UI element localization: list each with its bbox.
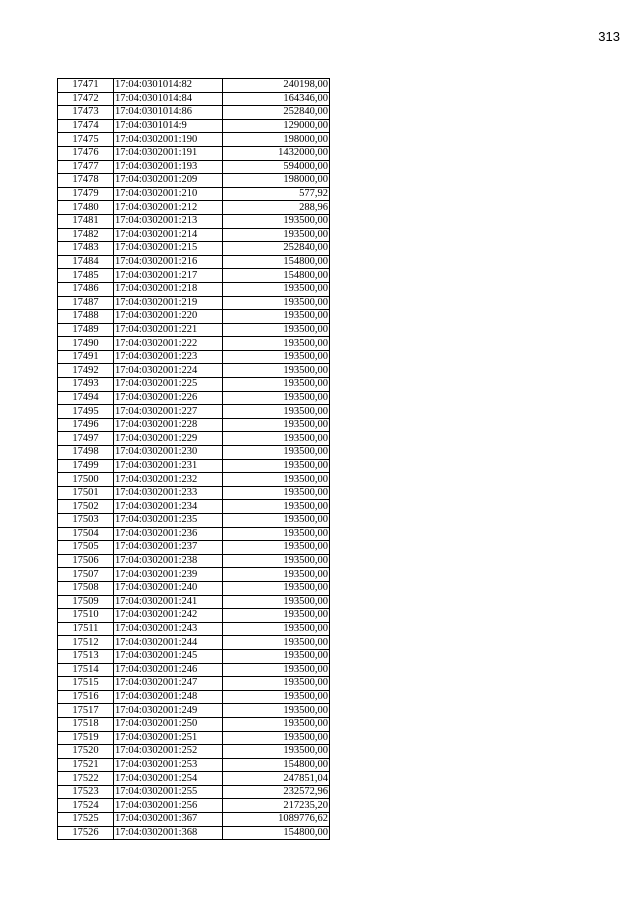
cadastral-value-cell: 217235,20 <box>223 799 330 813</box>
table-row <box>58 663 330 677</box>
cadastral-number-cell: 17:04:0302001:218 <box>114 282 223 296</box>
cadastral-number-cell: 17:04:0302001:243 <box>114 622 223 636</box>
cadastral-number-cell: 17:04:0302001:251 <box>114 731 223 745</box>
row-number-cell: 17504 <box>58 527 114 541</box>
cadastral-number-cell: 17:04:0302001:246 <box>114 663 223 677</box>
cadastral-value-cell: 193500,00 <box>223 609 330 623</box>
row-number-cell: 17483 <box>58 242 114 256</box>
cadastral-value-cell: 154800,00 <box>223 758 330 772</box>
row-number-cell: 17482 <box>58 228 114 242</box>
cadastral-value-cell: 252840,00 <box>223 106 330 120</box>
cadastral-number-cell: 17:04:0302001:252 <box>114 745 223 759</box>
page-number: 313 <box>598 29 620 44</box>
cadastral-number-cell: 17:04:0302001:228 <box>114 418 223 432</box>
row-number-cell: 17509 <box>58 595 114 609</box>
cadastral-number-cell: 17:04:0302001:213 <box>114 214 223 228</box>
cadastral-number-cell: 17:04:0301014:9 <box>114 119 223 133</box>
table-row <box>58 799 330 813</box>
cadastral-value-cell: 154800,00 <box>223 269 330 283</box>
table-row <box>58 826 330 840</box>
cadastral-value-cell: 193500,00 <box>223 214 330 228</box>
table-row <box>58 500 330 514</box>
row-number-cell: 17521 <box>58 758 114 772</box>
cadastral-value-cell: 193500,00 <box>223 418 330 432</box>
cadastral-number-cell: 17:04:0302001:226 <box>114 391 223 405</box>
cadastral-number-cell: 17:04:0302001:216 <box>114 255 223 269</box>
cadastral-value-cell: 129000,00 <box>223 119 330 133</box>
cadastral-number-cell: 17:04:0302001:220 <box>114 310 223 324</box>
row-number-cell: 17516 <box>58 690 114 704</box>
cadastral-value-cell: 193500,00 <box>223 405 330 419</box>
table-row <box>58 337 330 351</box>
row-number-cell: 17520 <box>58 745 114 759</box>
cadastral-value-cell: 240198,00 <box>223 79 330 93</box>
row-number-cell: 17471 <box>58 79 114 93</box>
cadastral-number-cell: 17:04:0302001:256 <box>114 799 223 813</box>
cadastral-number-cell: 17:04:0302001:191 <box>114 146 223 160</box>
row-number-cell: 17507 <box>58 568 114 582</box>
cadastral-value-cell: 252840,00 <box>223 242 330 256</box>
table-row <box>58 677 330 691</box>
cadastral-number-cell: 17:04:0302001:219 <box>114 296 223 310</box>
cadastral-value-cell: 193500,00 <box>223 622 330 636</box>
table-row <box>58 378 330 392</box>
row-number-cell: 17523 <box>58 785 114 799</box>
table-row <box>58 310 330 324</box>
table-row <box>58 119 330 133</box>
row-number-cell: 17492 <box>58 364 114 378</box>
cadastral-value-cell: 193500,00 <box>223 310 330 324</box>
cadastral-value-cell: 594000,00 <box>223 160 330 174</box>
table-row <box>58 364 330 378</box>
row-number-cell: 17477 <box>58 160 114 174</box>
row-number-cell: 17502 <box>58 500 114 514</box>
table-row <box>58 146 330 160</box>
row-number-cell: 17495 <box>58 405 114 419</box>
row-number-cell: 17481 <box>58 214 114 228</box>
cadastral-value-cell: 193500,00 <box>223 568 330 582</box>
table-row <box>58 187 330 201</box>
cadastral-value-cell: 193500,00 <box>223 527 330 541</box>
row-number-cell: 17496 <box>58 418 114 432</box>
cadastral-number-cell: 17:04:0302001:242 <box>114 609 223 623</box>
cadastral-value-cell: 193500,00 <box>223 717 330 731</box>
cadastral-number-cell: 17:04:0302001:232 <box>114 473 223 487</box>
row-number-cell: 17518 <box>58 717 114 731</box>
cadastral-value-cell: 193500,00 <box>223 663 330 677</box>
table-row <box>58 228 330 242</box>
table-row <box>58 282 330 296</box>
cadastral-number-cell: 17:04:0302001:245 <box>114 649 223 663</box>
cadastral-value-cell: 193500,00 <box>223 473 330 487</box>
cadastral-number-cell: 17:04:0302001:239 <box>114 568 223 582</box>
table-row <box>58 690 330 704</box>
row-number-cell: 17473 <box>58 106 114 120</box>
row-number-cell: 17487 <box>58 296 114 310</box>
cadastral-value-cell: 193500,00 <box>223 500 330 514</box>
row-number-cell: 17486 <box>58 282 114 296</box>
table-row <box>58 595 330 609</box>
cadastral-value-cell: 193500,00 <box>223 391 330 405</box>
row-number-cell: 17488 <box>58 310 114 324</box>
row-number-cell: 17484 <box>58 255 114 269</box>
cadastral-value-cell: 193500,00 <box>223 541 330 555</box>
cadastral-number-cell: 17:04:0302001:368 <box>114 826 223 840</box>
cadastral-value-cell: 288,96 <box>223 201 330 215</box>
row-number-cell: 17525 <box>58 813 114 827</box>
cadastral-value-cell: 193500,00 <box>223 554 330 568</box>
table-row <box>58 609 330 623</box>
cadastral-number-cell: 17:04:0302001:255 <box>114 785 223 799</box>
cadastral-number-cell: 17:04:0301014:86 <box>114 106 223 120</box>
cadastral-number-cell: 17:04:0302001:247 <box>114 677 223 691</box>
cadastral-value-cell: 154800,00 <box>223 255 330 269</box>
row-number-cell: 17490 <box>58 337 114 351</box>
cadastral-value-cell: 164346,00 <box>223 92 330 106</box>
table-row <box>58 350 330 364</box>
cadastral-value-cell: 193500,00 <box>223 704 330 718</box>
table-body <box>58 79 330 840</box>
table-row <box>58 133 330 147</box>
row-number-cell: 17515 <box>58 677 114 691</box>
cadastral-number-cell: 17:04:0302001:223 <box>114 350 223 364</box>
cadastral-value-cell: 193500,00 <box>223 595 330 609</box>
table-row <box>58 772 330 786</box>
table-row <box>58 473 330 487</box>
table-row <box>58 568 330 582</box>
cadastral-value-cell: 193500,00 <box>223 731 330 745</box>
table-row <box>58 758 330 772</box>
row-number-cell: 17478 <box>58 174 114 188</box>
table-row <box>58 486 330 500</box>
row-number-cell: 17498 <box>58 446 114 460</box>
cadastral-value-cell: 1432000,00 <box>223 146 330 160</box>
table-row <box>58 269 330 283</box>
cadastral-value-cell: 1089776,62 <box>223 813 330 827</box>
cadastral-value-cell: 247851,04 <box>223 772 330 786</box>
cadastral-value-cell: 193500,00 <box>223 486 330 500</box>
row-number-cell: 17505 <box>58 541 114 555</box>
row-number-cell: 17503 <box>58 514 114 528</box>
table-row <box>58 174 330 188</box>
cadastral-number-cell: 17:04:0302001:236 <box>114 527 223 541</box>
cadastral-number-cell: 17:04:0302001:235 <box>114 514 223 528</box>
cadastral-number-cell: 17:04:0302001:231 <box>114 459 223 473</box>
table-row <box>58 581 330 595</box>
cadastral-value-cell: 193500,00 <box>223 432 330 446</box>
table-row <box>58 296 330 310</box>
row-number-cell: 17485 <box>58 269 114 283</box>
row-number-cell: 17491 <box>58 350 114 364</box>
table-row <box>58 649 330 663</box>
table-row <box>58 79 330 93</box>
cadastral-value-cell: 193500,00 <box>223 337 330 351</box>
cadastral-value-cell: 193500,00 <box>223 323 330 337</box>
cadastral-number-cell: 17:04:0302001:237 <box>114 541 223 555</box>
row-number-cell: 17499 <box>58 459 114 473</box>
table-row <box>58 731 330 745</box>
cadastral-value-cell: 154800,00 <box>223 826 330 840</box>
cadastral-number-cell: 17:04:0302001:190 <box>114 133 223 147</box>
cadastral-value-cell: 193500,00 <box>223 228 330 242</box>
cadastral-value-cell: 193500,00 <box>223 350 330 364</box>
table-row <box>58 446 330 460</box>
cadastral-number-cell: 17:04:0301014:82 <box>114 79 223 93</box>
row-number-cell: 17480 <box>58 201 114 215</box>
table-row <box>58 813 330 827</box>
cadastral-number-cell: 17:04:0302001:221 <box>114 323 223 337</box>
cadastral-number-cell: 17:04:0302001:212 <box>114 201 223 215</box>
cadastral-value-cell: 193500,00 <box>223 459 330 473</box>
cadastral-number-cell: 17:04:0302001:250 <box>114 717 223 731</box>
table-row <box>58 201 330 215</box>
cadastral-number-cell: 17:04:0302001:224 <box>114 364 223 378</box>
row-number-cell: 17497 <box>58 432 114 446</box>
cadastral-value-cell: 577,92 <box>223 187 330 201</box>
cadastral-number-cell: 17:04:0302001:214 <box>114 228 223 242</box>
row-number-cell: 17526 <box>58 826 114 840</box>
cadastral-value-cell: 193500,00 <box>223 636 330 650</box>
row-number-cell: 17472 <box>58 92 114 106</box>
table-row <box>58 459 330 473</box>
table-row <box>58 541 330 555</box>
cadastral-number-cell: 17:04:0302001:227 <box>114 405 223 419</box>
table-row <box>58 418 330 432</box>
cadastral-value-cell: 232572,96 <box>223 785 330 799</box>
cadastral-number-cell: 17:04:0302001:217 <box>114 269 223 283</box>
cadastral-value-cell: 193500,00 <box>223 690 330 704</box>
cadastral-number-cell: 17:04:0302001:249 <box>114 704 223 718</box>
cadastral-number-cell: 17:04:0302001:210 <box>114 187 223 201</box>
row-number-cell: 17493 <box>58 378 114 392</box>
cadastral-value-cell: 193500,00 <box>223 514 330 528</box>
cadastral-value-cell: 193500,00 <box>223 296 330 310</box>
row-number-cell: 17508 <box>58 581 114 595</box>
cadastral-value-cell: 198000,00 <box>223 174 330 188</box>
row-number-cell: 17514 <box>58 663 114 677</box>
table-row <box>58 704 330 718</box>
cadastral-number-cell: 17:04:0302001:240 <box>114 581 223 595</box>
cadastral-number-cell: 17:04:0302001:244 <box>114 636 223 650</box>
cadastral-number-cell: 17:04:0302001:241 <box>114 595 223 609</box>
cadastral-number-cell: 17:04:0302001:230 <box>114 446 223 460</box>
cadastral-value-cell: 193500,00 <box>223 649 330 663</box>
cadastral-number-cell: 17:04:0301014:84 <box>114 92 223 106</box>
row-number-cell: 17475 <box>58 133 114 147</box>
cadastral-number-cell: 17:04:0302001:222 <box>114 337 223 351</box>
row-number-cell: 17513 <box>58 649 114 663</box>
table-row <box>58 160 330 174</box>
cadastral-number-cell: 17:04:0302001:234 <box>114 500 223 514</box>
cadastral-value-cell: 193500,00 <box>223 745 330 759</box>
cadastral-value-cell: 198000,00 <box>223 133 330 147</box>
table-row <box>58 323 330 337</box>
table-row <box>58 242 330 256</box>
table-row <box>58 391 330 405</box>
row-number-cell: 17494 <box>58 391 114 405</box>
table-row <box>58 554 330 568</box>
cadastral-value-cell: 193500,00 <box>223 364 330 378</box>
cadastral-number-cell: 17:04:0302001:209 <box>114 174 223 188</box>
cadastral-value-cell: 193500,00 <box>223 378 330 392</box>
row-number-cell: 17511 <box>58 622 114 636</box>
cadastral-value-cell: 193500,00 <box>223 581 330 595</box>
table-row <box>58 622 330 636</box>
row-number-cell: 17474 <box>58 119 114 133</box>
row-number-cell: 17517 <box>58 704 114 718</box>
row-number-cell: 17476 <box>58 146 114 160</box>
cadastral-number-cell: 17:04:0302001:254 <box>114 772 223 786</box>
table-row <box>58 405 330 419</box>
cadastral-value-cell: 193500,00 <box>223 282 330 296</box>
table-row <box>58 745 330 759</box>
row-number-cell: 17489 <box>58 323 114 337</box>
cadastral-value-cell: 193500,00 <box>223 677 330 691</box>
table-row <box>58 527 330 541</box>
row-number-cell: 17519 <box>58 731 114 745</box>
table-row <box>58 92 330 106</box>
table-row <box>58 785 330 799</box>
table-row <box>58 214 330 228</box>
row-number-cell: 17510 <box>58 609 114 623</box>
cadastral-number-cell: 17:04:0302001:193 <box>114 160 223 174</box>
row-number-cell: 17479 <box>58 187 114 201</box>
cadastral-number-cell: 17:04:0302001:233 <box>114 486 223 500</box>
table-row <box>58 255 330 269</box>
cadastral-number-cell: 17:04:0302001:225 <box>114 378 223 392</box>
cadastral-number-cell: 17:04:0302001:215 <box>114 242 223 256</box>
table-row <box>58 514 330 528</box>
table-row <box>58 432 330 446</box>
row-number-cell: 17500 <box>58 473 114 487</box>
row-number-cell: 17522 <box>58 772 114 786</box>
cadastral-number-cell: 17:04:0302001:248 <box>114 690 223 704</box>
row-number-cell: 17512 <box>58 636 114 650</box>
row-number-cell: 17501 <box>58 486 114 500</box>
cadastral-number-cell: 17:04:0302001:229 <box>114 432 223 446</box>
table-row <box>58 636 330 650</box>
cadastral-number-cell: 17:04:0302001:253 <box>114 758 223 772</box>
row-number-cell: 17506 <box>58 554 114 568</box>
cadastral-value-table <box>57 78 330 840</box>
cadastral-number-cell: 17:04:0302001:238 <box>114 554 223 568</box>
row-number-cell: 17524 <box>58 799 114 813</box>
table-row <box>58 717 330 731</box>
cadastral-value-cell: 193500,00 <box>223 446 330 460</box>
table-row <box>58 106 330 120</box>
cadastral-number-cell: 17:04:0302001:367 <box>114 813 223 827</box>
